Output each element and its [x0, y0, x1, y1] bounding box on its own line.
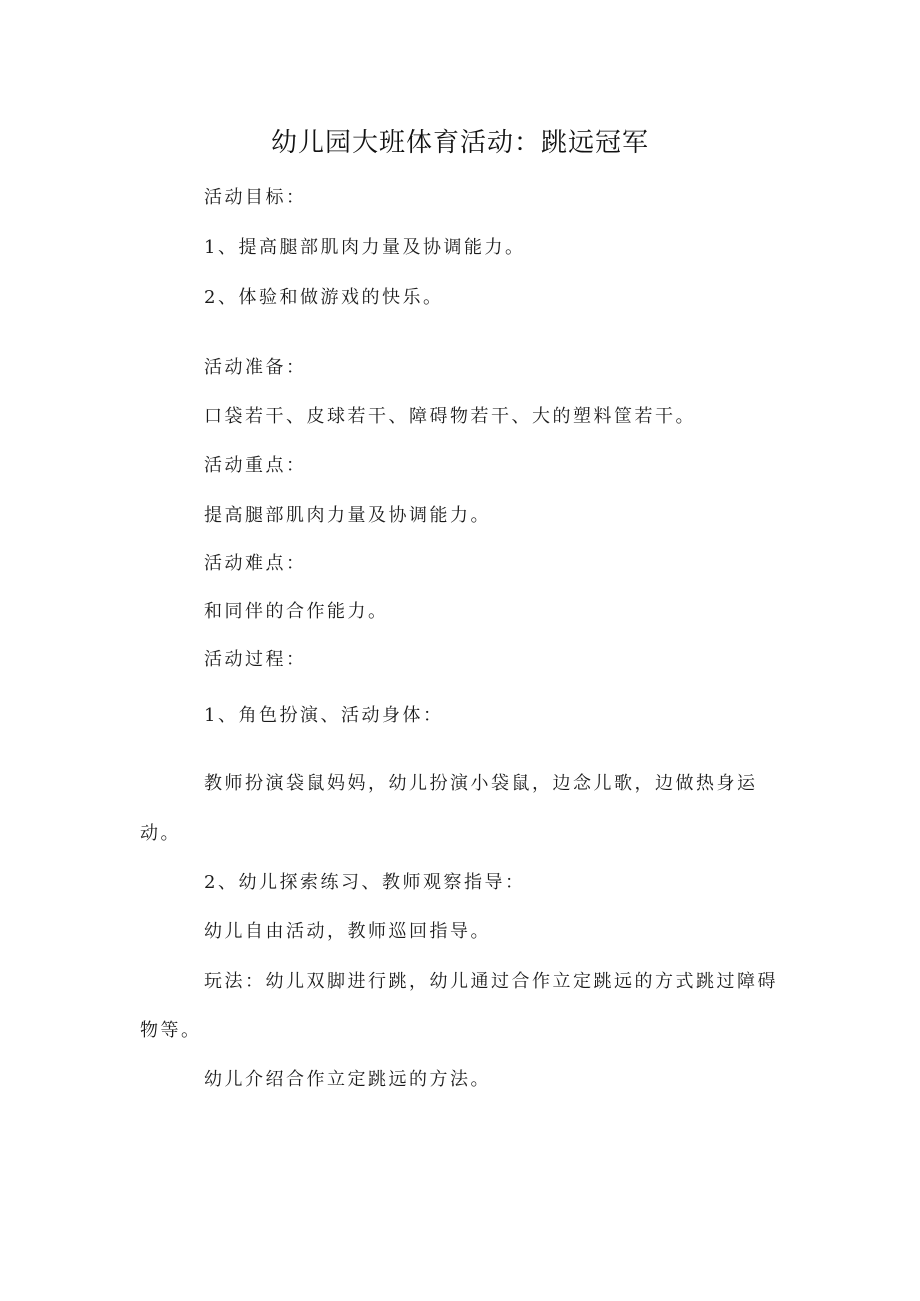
section-heading-focus: 活动重点： — [204, 455, 307, 476]
goal-item-2: 2、体验和做游戏的快乐。 — [204, 287, 444, 308]
process-step-1-description-continued: 动。 — [140, 823, 181, 844]
method-introduction-text: 幼儿介绍合作立定跳远的方法。 — [204, 1069, 491, 1090]
difficulty-text: 和同伴的合作能力。 — [204, 601, 389, 622]
preparation-text: 口袋若干、皮球若干、障碍物若干、大的塑料筐若干。 — [204, 406, 696, 427]
section-heading-preparation: 活动准备： — [204, 357, 307, 378]
document-title: 幼儿园大班体育活动：跳远冠军 — [270, 128, 649, 158]
focus-text: 提高腿部肌肉力量及协调能力。 — [204, 505, 491, 526]
goal-item-1: 1、提高腿部肌肉力量及协调能力。 — [204, 237, 526, 258]
process-step-1: 1、角色扮演、活动身体： — [204, 705, 444, 726]
process-step-1-description: 教师扮演袋鼠妈妈，幼儿扮演小袋鼠，边念儿歌，边做热身运 — [204, 773, 758, 794]
section-heading-goals: 活动目标： — [204, 187, 307, 208]
process-step-2: 2、幼儿探索练习、教师观察指导： — [204, 872, 526, 893]
process-step-2-description: 幼儿自由活动，教师巡回指导。 — [204, 921, 491, 942]
play-method-text: 玩法：幼儿双脚进行跳，幼儿通过合作立定跳远的方式跳过障碍 — [204, 971, 778, 992]
section-heading-process: 活动过程： — [204, 649, 307, 670]
section-heading-difficulty: 活动难点： — [204, 553, 307, 574]
play-method-text-continued: 物等。 — [140, 1020, 202, 1041]
